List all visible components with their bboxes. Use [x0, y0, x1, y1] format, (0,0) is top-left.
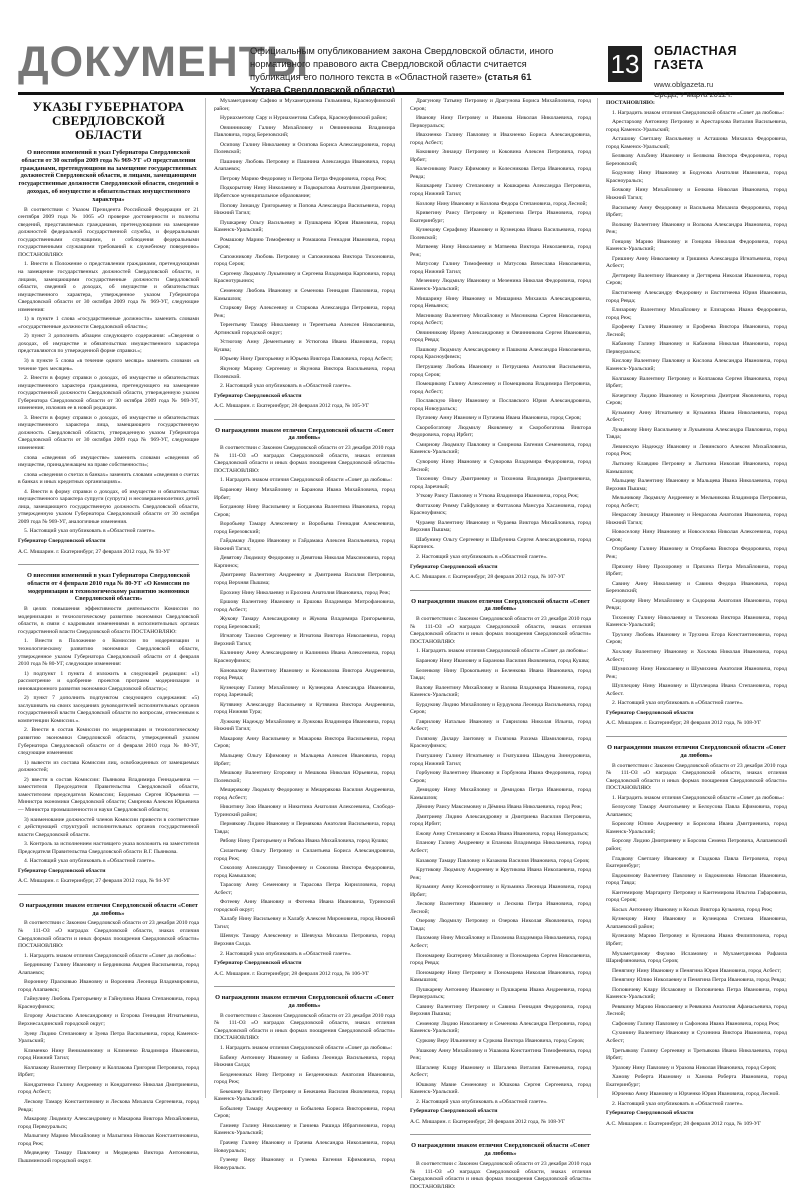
signatory-position: Губернатор Свердловской области	[606, 1110, 694, 1117]
paragraph: Савину Анну Николаевну и Савина Федора Ивановича, город Березовский;	[606, 580, 787, 595]
paragraph: Поповичеву Клару Исхаковну и Поповичева Петра Ивановича, город Каменск-Уральский;	[606, 986, 787, 1001]
paragraph: 2. Настоящий указ опубликовать в «Областной газете».	[416, 553, 548, 560]
paragraph: Никитину Зою Ивановну и Никитина Анатолия Алексеевича, Слободо-Туринский район;	[214, 804, 395, 818]
paragraph: Кошкареву Галину Степановну и Кошкарева Александра Петровича, город Нижний Тагил;	[410, 183, 591, 198]
paragraph: Тарасову Анну Семеновну и Тарасова Петра Кирилловича, город Асбест;	[214, 882, 395, 896]
paragraph: Пономареву Екатерину Михайловну и Пономарева Сергея Николаевича, город Ревда;	[410, 952, 591, 967]
paragraph: Юшкову Мавие Семеновну и Юшкова Сергея Сергеевича, город Каменск-Уральский.	[410, 1081, 591, 1096]
paragraph: Кузьмину Анну Игнатьевну и Кузьмина Ивана Николаевича, город Асбест;	[606, 409, 787, 424]
paragraph: Бекешеву Валентину Петровну и Бекешева Василия Яковлевича, город Каменск-Уральский;	[214, 1088, 395, 1103]
paragraph: Казакову Тамару Павловну и Казакова Василия Ивановича, город Серов;	[416, 857, 590, 864]
paragraph: Козлову Нину Ивановну и Козлова Федора Степановича, город Лесной;	[416, 200, 588, 207]
paragraph: Колпакову Валентину Петровну и Колпакова Сергея Ивановича, город Ирбит;	[606, 375, 787, 390]
paragraph: 2. Настоящий указ опубликовать в «Областной газете».	[612, 700, 744, 707]
paragraph: Попову Зинаиду Григорьевну и Попова Александра Васильевича, город Нижний Тагил;	[214, 202, 395, 217]
paragraph: Богданову Нину Васильевну и Богданова Валентина Ивановича, город Серов;	[214, 504, 395, 518]
paragraph: Ивахненко Галину Павловну и Ивахненко Бориса Александровича, город Асбест;	[410, 132, 591, 146]
paragraph: Гришину Анну Николаевну и Гришина Александра Игнатьевича, город Асбест;	[606, 255, 787, 270]
paragraph: Мельникову Людмилу Андреевну и Мельникова Владимира Петровича, город Асбест;	[606, 495, 787, 509]
paragraph: Старкову Веру Алексеевну и Старкова Александра Петровича, город Реж;	[214, 305, 395, 319]
paragraph: Дёмину Раису Максимовну и Дёмина Ивана Николаевича, город Реж;	[416, 804, 583, 811]
paragraph: Кабанову Галину Ивановну и Кабанова Николая Ивановича, город Первоуральск;	[606, 341, 787, 355]
paragraph: Лыткину Клавдию Петровну и Лыткина Николая Ивановича, город Камышлов;	[606, 460, 787, 475]
paragraph: Петрову Марию Федоровну и Петрова Петра Федоровича, город Реж;	[220, 175, 387, 182]
paragraph: Тихонову Ольгу Дмитриевну и Тихонова Владимира Дмитриевича, город Заречный;	[410, 476, 591, 490]
text-column-3	[410, 98, 591, 1190]
paragraph: Евдокимову Валентину Павловну и Евдокимова Николая Ивановича, город Тавда;	[606, 872, 787, 887]
paragraph: Кривегину Раису Петровну и Кривегина Петра Ивановича, город Екатеринбург;	[410, 210, 591, 224]
paragraph: Воронину Прасковью Ивановну и Воронина Леонида Владимировича, город Алапаевск;	[18, 979, 199, 993]
paragraph: Гайнулину Любовь Григорьевну и Гайнулина Ивана Степановича, город Красноуфимск;	[18, 996, 199, 1010]
paragraph: Бодунову Нину Ивановну и Бодунова Анатолия Ивановича, город Красноуральск;	[606, 170, 787, 184]
paragraph: Белякову Альбину Ивановну и Белякова Виктора Федоровича, город Березовский;	[606, 153, 787, 167]
paragraph: Помещикову Галину Алексеевну и Помещикова Владимира Петровича, город Асбест;	[410, 381, 591, 395]
paragraph: Колпакову Валентину Петровну и Колпакова Григория Петровича, город Ирбит;	[18, 1064, 199, 1079]
paragraph: Халабу Нину Васильевну и Халабу Алексея Мироновича, город Нижний Тагил;	[214, 916, 395, 930]
paragraph: Осипову Галину Николаевну и Осипова Бориса Александровича, город Полевской;	[214, 141, 395, 156]
paragraph: Трухину Любовь Ивановну и Трухина Егора Константиновича, город Серов;	[606, 631, 787, 646]
divider	[410, 590, 591, 591]
paragraph: Пряхину Нину Прохоровну и Пряхина Петра Михайловича, город Ирбит;	[606, 563, 787, 578]
decree-title: О награждении знаком отличия Свердловской области «Совет да любовь»	[411, 597, 590, 613]
paragraph: Клименко Нину Вениаминовну и Клименко Владимира Ивановича, город Нижний Тагил;	[18, 1047, 199, 1062]
paragraph: Ромашову Марию Тимофеевну и Ромашова Геннадия Ивановича, город Серов;	[214, 236, 395, 251]
paragraph: В соответствии с Законом Свердловской области от 23 декабря 2010 года № 111-ОЗ «О наградах Свердловской области, знаках отличия Свердловской области и иных формах поощрения Свердловской области» ПОСТАНОВЛЯЮ:	[410, 1161, 591, 1190]
paragraph: Ганиеву Галину Николаевну и Ганиева Рашида Ибрагимовича, город Каменск-Уральский;	[214, 1122, 395, 1137]
publication-notice	[250, 44, 562, 96]
paragraph: 3. Внести в форму справки о доходах, об имуществе и обязательствах имущественного характера лица, замещающего государственную должность Свердловской области, утвержденную указом Губернатора Свердловской области от 30 октября 2009 года № 969-УГ, следующие изменения:	[18, 414, 199, 451]
paragraph: Баранову Нину Ивановну и Баранова Василия Яковлевича, город Кушва;	[416, 657, 590, 664]
paragraph: Мальцеву Ольгу Ефимовну и Мальцева Алексея Ивановича, город Ирбит;	[214, 752, 395, 767]
paragraph: Безденежных Нину Петровну и Безденежных Анатолия Ивановича, город Реж;	[214, 1071, 395, 1086]
paragraph: Евстигнееву Александру Федоровну и Евстигнеева Юрия Ивановича, город Ревда;	[606, 290, 787, 304]
paragraph: Крутикову Людмилу Андреевну и Крутикова Ивана Николаевича, город Реж;	[410, 867, 591, 881]
paragraph: Жукову Тамару Александровну и Жукова Владимира Григорьевича, город Березовский;	[214, 616, 395, 630]
paragraph: Горбунову Валентину Ивановну и Горбунова Ивана Федоровича, город Серов;	[410, 770, 591, 784]
paragraph: Коковину Зинаиду Петровну и Коковина Алексея Петровича, город Ирбит;	[410, 149, 591, 163]
paragraph: Ханову Роберта Ивановну и Ханова Роберта Ивановича, город Екатеринбург;	[606, 1074, 787, 1088]
divider	[606, 736, 787, 737]
paragraph: Ушакову Анну Михайловну и Ушакова Константина Тимофеевича, город Реж;	[410, 1047, 591, 1062]
paragraph: Пенягину Юлию Николаевну и Пенягина Петра Ивановича, город Ревда;	[612, 977, 786, 984]
paragraph: Семенову Лидию Николаевну и Семенова Александра Петровича, город Каменск-Уральский;	[410, 1020, 591, 1035]
signatory-position: Губернатор Свердловской области	[18, 538, 106, 544]
paragraph: Озерову Людмилу Петровну и Озерова Николая Яковлевича, город Тавда;	[410, 918, 591, 932]
paragraph: Демидову Нину Михайловну и Демидова Петра Ивановича, город Камышлов;	[410, 787, 591, 801]
paragraph: Мясникову Валентину Михайловну и Мясникова Сергея Николаевича, город Асбест;	[410, 312, 591, 327]
paragraph: 2. Настоящий указ опубликовать в «Областной газете».	[220, 950, 352, 957]
paragraph: Пославскую Нину Ивановну и Пославского Юрия Александровича, город Новоуральск;	[410, 398, 591, 412]
signature-block: А.С. Мишарин. г. Екатеринбург, 28 февраля 2012 года, № 108-УГ	[410, 1118, 566, 1125]
paragraph: Иванову Нину Петровну и Иванова Николая Николаевича, город Первоуральск;	[410, 115, 591, 129]
signatory-position: Губернатор Свердловской области	[410, 1108, 498, 1115]
paragraph: Кутявину Александру Васильевну и Кутявина Виктора Андреевича, город Нижняя Тура;	[214, 701, 395, 716]
paragraph: Бурдукову Лидию Михайловну и Бурдукова Леонида Васильевича, город Серов;	[410, 701, 591, 716]
paragraph: Макарову Людмилу Александровну и Макарова Виктора Михайловича, город Первоуральск;	[18, 1116, 199, 1130]
paragraph: 3. Контроль за исполнением настоящего указа возложить на заместителя Председателя Правительства Свердловской области В.Г. Пьянкова.	[18, 841, 199, 855]
paragraph: 2. Настоящий указ опубликовать в «Областной газете».	[612, 1100, 744, 1107]
decree-title: О внесении изменений в указ Губернатора Свердловской области от 30 октября 2009 года № 969-УГ «О представлении гражданами, претендующими на замещение государственных должностей Свердловской области, и лицами, замещающими государственные должности Свердловской области, сведений о доходах, об имуществе и обязательствах имущественного характера»	[18, 149, 199, 203]
signature-block: А.С. Мишарин. г. Екатеринбург, 28 февраля 2012 года, № 105-УГ	[214, 403, 370, 410]
paragraph: слова «сведения об имуществе» заменить словами «сведения об имуществе, принадлежащем на праве собственности»;	[18, 454, 199, 469]
signatory-position: Губернатор Свердловской области	[410, 563, 498, 570]
signatory-position: Губернатор Свердловской области	[606, 709, 694, 716]
paragraph: Савину Валентину Петровну и Савина Геннадия Федоровича, город Верхняя Пышма;	[410, 1003, 591, 1018]
paragraph: Новоселову Нину Ивановну и Новоселова Николая Алексеевича, город Серов;	[606, 529, 787, 543]
paragraph: Соколову Александру Тимофеевну и Соколова Виктора Федоровича, город Камышлов;	[214, 865, 395, 879]
paragraph: Ежову Анну Степановну и Ежова Ивана Ивановича, город Новоуральск;	[416, 830, 589, 837]
signatory-position: Губернатор Свердловской области	[214, 960, 302, 967]
paragraph: 3) наименование должностей членов Комиссии привести в соответствие с действующей структурой исполнительных органов государственной власти Свердловской области.	[18, 816, 199, 838]
paragraph: Силантьеву Ольгу Петровну и Силантьева Бориса Александровича, город Реж;	[214, 847, 395, 862]
paragraph: Фаттахову Римму Гайфуловну и Фаттахова Мансура Хасановича, город Красноуфимск;	[410, 502, 591, 517]
paragraph: Бобылеву Тамару Андреевну и Бобылева Бориса Викторовича, город Серов;	[214, 1105, 395, 1120]
paragraph: Пенягину Нину Ивановну и Пенягина Юрия Ивановича, город Асбест;	[612, 967, 782, 974]
signatory-position: Губернатор Свердловской области	[214, 392, 302, 399]
publication-notice-bold: (статья 61 Устава Свердловской области)	[250, 71, 532, 95]
paragraph: Колесникову Раису Ефимовну и Колесникова Петра Ивановича, город Ревда;	[410, 166, 591, 180]
paragraph: Рябову Нину Григорьевну и Рябова Ивана Михайловича, город Кушва;	[220, 838, 389, 845]
paragraph: Петрушеву Любовь Ивановну и Петрушева Анатолия Васильевича, город Серов;	[410, 363, 591, 378]
paragraph: Мещерякову Людмилу Федоровну и Мещерякова Василия Андреевича, город Асбест;	[214, 787, 395, 801]
paragraph: Кислову Валентину Павловну и Кислова Александра Ивановича, город Каменск-Уральский;	[606, 358, 787, 372]
signatory-position: ПОСТАНОВЛЯЮ:	[606, 100, 655, 106]
paragraph: Скоробогатову Людмилу Яковлевну и Скоробогатова Виктора Федоровича, город Ирбит;	[410, 424, 591, 439]
signature-block: А.С. Мишарин. г. Екатеринбург, 28 февраля 2012 года, № 106-УГ	[214, 970, 370, 977]
paragraph: 2) ввести в состав Комиссии: Пьянкова Владимира Геннадьевича — заместителя Председателя Правительства Свердловской области, заместителем председателя Комиссии; Бидонько Сергея Юрьевича — Министра экономики Свердловской области; Смирнова Алексея Юрьевича — Министра промышленности и науки Свердловской области;	[18, 776, 199, 813]
paragraph: Оторбаеву Галину Ивановну и Оторбаева Виктора Федоровича, город Реж;	[606, 546, 787, 560]
paragraph: Гузееву Веру Ивановну и Гузеева Евгения Ефимовича, город Новоуральск.	[214, 1157, 395, 1171]
paragraph: Некрасову Зинаиду Ивановну и Некрасова Анатолия Ивановича, город Нижний Тагил;	[606, 512, 787, 526]
paragraph: В целях повышения эффективности деятельности Комиссии по модернизации и технологическому развитию экономики Свердловской области, в связи с кадровыми изменениями в исполнительных органах государственной власти Свердловской области ПОСТАНОВЛЯЮ:	[18, 606, 199, 635]
paragraph: Гайдамаку Лидию Ивановну и Гайдамака Алексея Васильевича, город Нижний Тагил;	[214, 538, 395, 552]
paragraph: В соответствии с Указом Президента Российской Федерации от 21 сентября 2009 года № 1065 «О проверке достоверности и полноты сведений, представляемых гражданами, претендующими на замещение должностей федеральной государственной службы, и федеральными государственными служащими, и соблюдения федеральными государственными служащими требований к служебному поведению» ПОСТАНОВЛЯЮ:	[18, 206, 199, 258]
paragraph: Дегтяреву Валентину Ивановну и Дегтярева Николая Ивановича, город Серов;	[606, 272, 787, 287]
signature-block: А.С. Мишарин. г. Екатеринбург, 28 февраля 2012 года, № 108-УГ	[606, 720, 762, 727]
signature-block: А.С. Мишарин. г. Екатеринбург, 27 февраля 2012 года, № 93-УГ	[18, 548, 171, 555]
paragraph: Семенову Любовь Ивановну и Семенова Геннадия Павловича, город Камышлов;	[214, 288, 395, 302]
paragraph: Белоусову Тамару Анатольевну и Белоусова Павла Ефимовича, город Алапаевск;	[606, 804, 787, 818]
paragraph: Васильеву Анну Федоровну и Васильева Михаила Федоровича, город Ирбит;	[606, 204, 787, 219]
signature-block: А.С. Мишарин. г. Екатеринбург, 28 февраля 2012 года, № 107-УГ	[410, 574, 566, 581]
paragraph: Ревякину Марию Николаевну и Ревякина Анатолия Афанасьевича, город Лесной;	[606, 1003, 787, 1018]
paragraph: Гилязову Дилару Заитовну и Гилязова Рахима Шамиловича, город Красноуфимск;	[410, 735, 591, 750]
section-title: ДОКУМЕНТЫ	[18, 38, 310, 86]
paragraph: Пушкареву Антонину Ивановну и Пушкарева Ивана Андреевича, город Первоуральск;	[410, 986, 591, 1001]
paragraph: Баранову Нину Михайловну и Баранова Ивана Михайловича, город Ирбит;	[214, 487, 395, 501]
paragraph: Суркову Веру Ильиничну и Суркова Виктора Ивановича, город Серов;	[416, 1038, 585, 1045]
paragraph: Шуплецову Нину Ивановну и Шуплецова Ивана Степановича, город Асбест.	[606, 683, 787, 697]
paragraph: Терентьеву Тамару Николаевну и Терентьева Алексея Николаевича, Артинский городской округ;	[214, 322, 395, 336]
paragraph: Бердникову Галину Ивановну и Бердникова Андрея Васильевича, город Алапаевск;	[18, 962, 199, 976]
paragraph: Епанову Галину Андреевну и Епанова Владимира Николаевича, город Асбест;	[410, 840, 591, 854]
paper-site-link[interactable]: www.oblgazeta.ru	[654, 80, 714, 89]
paragraph: Пашнину Любовь Петровну и Пашнина Александра Ивановича, город Алапаевск;	[214, 158, 395, 173]
paragraph: Шевчук Тамару Алексеевну и Шевчука Михаила Петровича, город Верхняя Салда.	[214, 933, 395, 947]
paragraph: Ершову Валентину Ивановну и Ершова Владимира Митрофановича, город Асбест;	[214, 599, 395, 613]
divider	[410, 1134, 591, 1135]
paragraph: Юрченко Анну Ивановну и Юрченко Юрия Ивановича, город Лесной.	[612, 1091, 780, 1098]
paragraph: Коновалову Валентину Ивановну и Коновалова Виктора Андреевича, город Ревда;	[214, 667, 395, 682]
paragraph: В соответствии с Законом Свердловской области от 23 декабря 2010 года № 111-ОЗ «О наградах Свердловской области, знаках отличия Свердловской области и иных формах поощрения Свердловской области» ПОСТАНОВЛЯЮ:	[214, 1012, 395, 1042]
signature-block: А.С. Мишарин. г. Екатеринбург, 28 февраля 2012 года, № 109-УГ	[606, 1120, 762, 1127]
text-column-4	[606, 98, 787, 1127]
paragraph: В соответствии с Законом Свердловской области от 23 декабря 2010 года № 111-ОЗ «О наградах Свердловской области, знаках отличия Свердловской области и иных формах поощрения Свердловской области» ПОСТАНОВЛЯЮ:	[606, 762, 787, 792]
decree-title: О награждении знаком отличия Свердловской области «Совет да любовь»	[215, 426, 394, 442]
paragraph: Кочергину Лидию Ивановну и Кочергина Дмитрия Яковлевича, город Серов;	[606, 392, 787, 407]
paragraph: Борисову Юлию Андреевну и Борисова Ивана Дмитриевича, город Каменск-Уральский;	[606, 821, 787, 835]
paragraph: Гладкову Светлану Ивановну и Гладкова Павла Петровича, город Екатеринбург;	[606, 855, 787, 870]
paragraph: 5. Настоящий указ опубликовать в «Областной газете».	[24, 528, 156, 535]
paragraph: Сидорову Нину Михайловну и Сидорова Анатолия Ивановича, город Ревда;	[606, 597, 787, 612]
decree-title: О награждении знаком отличия Свердловской области «Совет да любовь»	[411, 1142, 590, 1158]
paragraph: Ерохину Нину Николаевну и Ерохина Анатолия Ивановича, город Реж;	[220, 589, 391, 596]
paragraph: Сапожникову Любовь Петровну и Сапожникова Виктора Тихоновича, город Серов;	[214, 253, 395, 268]
paragraph: Шабунину Ольгу Сергеевну и Шабунина Сергея Александровича, город Карпинск.	[410, 536, 591, 551]
paragraph: Овчинникову Галину Михайловну и Овчинникова Владимира Павловича, город Березовский;	[214, 124, 395, 139]
divider	[18, 564, 199, 565]
paragraph: 2) пункт 7 дополнить подпунктом следующего содержания: «5) заслушивать на своих заседаниях руководителей исполнительных органов государственной власти Свердловской области по вопросам, отнесенным к компетенции Комиссии.».	[18, 695, 199, 724]
paragraph: 2. Настоящий указ опубликовать в «Областной газете».	[416, 1098, 548, 1105]
paragraph: Кондратенко Галину Андреевну и Кондратенко Николая Дмитриевича, город Асбест;	[18, 1081, 199, 1096]
paragraph: Юрьеву Нину Григорьевну и Юрьева Виктора Павловича, город Асбест;	[220, 356, 393, 363]
paragraph: Гнатушину Галину Игнатьевну и Гнатушина Шамдуна Зиннуровича, город Нижний Тагил;	[410, 752, 591, 767]
signatory-position: Губернатор Свердловской области	[18, 867, 106, 874]
paragraph: Чураеву Валентину Ивановну и Чураева Виктора Михайловича, город Верхняя Пышма;	[410, 519, 591, 534]
paragraph: Гаврилову Наталью Ивановну и Гаврилова Николая Ильича, город Асбест;	[410, 718, 591, 733]
text-column-2	[214, 98, 395, 1171]
paragraph: 1. Наградить знаком отличия Свердловской области «Совет да любовь»:	[416, 648, 589, 655]
paragraph: Смирнову Людмилу Павловну и Смирнова Евгения Семеновича, город Каменск-Уральский;	[410, 441, 591, 456]
paragraph: В соответствии с Законом Свердловской области от 23 декабря 2010 года № 111-ОЗ «О наградах Свердловской области, знаках отличия Свердловской области и иных формах поощрения Свердловской области» ПОСТАНОВЛЯЮ:	[214, 445, 395, 474]
paragraph: Бочкову Нину Михайловну и Бочкова Николая Ивановича, город Нижний Тагил;	[606, 187, 787, 202]
paragraph: 1. Наградить знаком отличия Свердловской области «Совет да любовь»:	[220, 477, 393, 484]
paragraph: Девятову Людмилу Федоровну и Девятова Николая Максимовича, город Карпинск;	[214, 555, 395, 569]
paragraph: Елизарову Валентину Михайловну и Елизарова Ивана Федоровича, город Реж;	[606, 307, 787, 321]
paragraph: Волкову Валентину Ивановну и Волкова Александра Ивановича, город Реж;	[606, 221, 787, 236]
paragraph: 2. Настоящий указ опубликовать в «Областной газете».	[220, 383, 352, 390]
paragraph: Макарову Анну Васильевну и Макарова Виктора Васильевича, город Серов;	[214, 735, 395, 750]
paragraph: Игнатову Таисию Сергеевну и Игнатова Виктора Николаевича, город Верхний Тагил;	[214, 633, 395, 647]
paragraph: Косых Антонину Ивановну и Косых Виктора Кузьмича, город Реж;	[612, 906, 773, 913]
paragraph: Пугачеву Анну Ивановну и Пугачева Ивана Ивановича, город Серов;	[416, 415, 582, 422]
paragraph: Ерофееву Галину Ивановну и Ерофеева Виктора Ивановича, город Лесной;	[606, 324, 787, 338]
paragraph: Матусову Галину Тимофеевну и Матусова Вячеслава Николаевича, город Нижний Тагил;	[410, 261, 591, 275]
paragraph: Валову Валентину Михайловну и Валова Владимира Ивановича, город Каменск-Уральский;	[410, 684, 591, 699]
paragraph: Кузнецову Галину Михайловну и Кузнецова Александра Ивановича, город Заречный;	[214, 684, 395, 699]
paragraph: 2. Внести в форму справки о доходах, об имуществе и обязательствах имущественного характера гражданина, претендующего на замещение государственной должности Свердловской области, утвержденную указом Губернатора Свердловской области от 30 октября 2009 года № 969-УГ, изменение, изложив ее в новой редакции.	[18, 375, 199, 412]
paragraph: Кузнецову Нину Ивановну и Кузнецова Степана Ивановича, Алапаевский район;	[606, 916, 787, 930]
paragraph: Шумихину Нину Николаевну и Шумихина Анатолия Ивановича, город Реж;	[606, 666, 787, 680]
paragraph: Медведеву Тамару Павловну и Медведева Виктора Антоновича, Пышминский городской округ.	[18, 1150, 199, 1164]
section-heading: УКАЗЫ ГУБЕРНАТОРА СВЕРДЛОВСКОЙ ОБЛАСТИ	[32, 99, 185, 142]
paragraph: Уткову Раису Павловну и Уткова Владимира Ивановича, город Реж;	[416, 493, 579, 500]
paragraph: Овчинникову Ирину Александровну и Овчинникова Сергея Ивановича, город Ревда;	[410, 329, 591, 344]
paragraph: Суворову Нину Ивановну и Суворова Владимира Федоровича, город Лесной;	[410, 458, 591, 473]
paragraph: Устюгову Анну Дементьевну и Устюгова Ивана Ивановича, город Кушва;	[214, 339, 395, 353]
paragraph: Нуриахметову Сару и Нуриахметова Сабира, Красноуфимский район;	[220, 115, 388, 122]
column-divider	[401, 98, 402, 1098]
paragraph: Гонцову Марию Ивановну и Гонцова Николая Федоровича, город Каменск-Уральский;	[606, 238, 787, 253]
publication-notice-text: Официальным опубликованием закона Свердловской области, иного нормативного правового акта Свердловской области считается публикация его полного текста в «Областной газете»	[250, 45, 554, 82]
paragraph: Фотееву Анну Ивановну и Фотеева Ивана Ивановича, Туринский городской округ;	[214, 899, 395, 913]
paragraph: Сергееву Людмилу Лукьяновну и Сергеева Владимира Карповича, город Краснотурьинск;	[214, 270, 395, 285]
paragraph: Сухинину Валентину Ивановну и Сухинина Виктора Ивановича, город Асбест;	[606, 1030, 787, 1045]
paper-name: ОБЛАСТНАЯ ГАЗЕТА	[654, 44, 737, 72]
paragraph: Кузьмину Анну Ксенофонтовну и Кузьмина Леонида Ивановича, город Ирбит;	[410, 884, 591, 898]
paragraph: Воробьеву Тамару Алексеевну и Воробьева Геннадия Алексеевича, город Березовский;	[214, 521, 395, 535]
paragraph: Левинскую Надежду Ивановну и Левинского Алексея Михайловича, город Реж;	[606, 443, 787, 458]
paragraph: Третьякову Галину Сергеевну и Третьякова Ивана Николаевича, город Ирбит;	[606, 1047, 787, 1062]
decree-title: О награждении знаком отличия Свердловской области «Совет да любовь»	[607, 743, 786, 759]
decree-title: О внесении изменений в указ Губернатора Свердловской области от 4 февраля 2010 года № 80-УГ «О Комиссии по модернизации и технологическому развитию экономики Свердловской области»	[26, 572, 191, 603]
paragraph: Пашкову Людмилу Александровну и Пашкова Александра Николаевича, город Красноуфимск;	[410, 346, 591, 361]
page-number: 13	[608, 46, 642, 82]
paragraph: Мухаметдинову Сафию и Мухаметдинова Гильмияна, Красноуфимский район;	[214, 98, 395, 112]
paragraph: Хохлову Валентину Ивановну и Хохлова Николая Ивановича, город Асбест;	[606, 649, 787, 663]
decree-title: О награждении знаком отличия Свердловской области «Совет да любовь»	[19, 901, 198, 917]
paragraph: 1) в пункте 1 слова «государственные должности» заменить словами «государственные должности Свердловской области»;	[18, 316, 199, 330]
column-divider	[205, 98, 206, 1098]
masthead	[18, 38, 784, 99]
paragraph: Лескову Валентину Ивановну и Лескова Петра Ивановича, город Лесной;	[410, 901, 591, 915]
paragraph: 1) вывести из состава Комиссии лиц, освобожденных от замещаемых должностей;	[18, 759, 199, 774]
column-divider	[597, 98, 598, 1098]
signature-block: А.С. Мишарин. г. Екатеринбург, 27 февраля 2012 года, № 94-УГ	[18, 878, 171, 885]
paragraph: Кузнецову Серафиму Ивановну и Кузнецова Ивана Васильевича, город Полевской;	[410, 227, 591, 241]
paragraph: Дмитриеву Лидию Александровну и Дмитриева Василия Петровича, город Ирбит;	[410, 813, 591, 828]
decree-title: О награждении знаком отличия Свердловской области «Совет да любовь»	[215, 994, 394, 1009]
paragraph: Дмитриеву Валентину Андреевну и Дмитриева Василия Петровича, город Верхняя Пышма;	[214, 572, 395, 587]
paragraph: Егорову Анастасию Александровну и Егорова Геннадия Игнатьевича, Верхнесалдинский городской округ;	[18, 1013, 199, 1028]
paragraph: 1. Наградить знаком отличия Свердловской области «Совет да любовь»:	[220, 1044, 393, 1051]
paragraph: 1. Наградить знаком отличия Свердловской области «Совет да любовь»:	[612, 794, 785, 801]
paragraph: В соответствии с Законом Свердловской области от 23 декабря 2010 года № 111-ОЗ «О наградах Свердловской области, знаках отличия Свердловской области и иных формах поощрения Свердловской области» ПОСТАНОВЛЯЮ:	[18, 920, 199, 950]
paragraph: Малыгину Марию Михайловну и Малыгина Николая Константиновича, город Реж;	[18, 1133, 199, 1147]
paragraph: 1. Внести в Положение о представлении гражданами, претендующими на замещение государственных должностей Свердловской области, и лицами, замещающими государственные должности Свердловской области, сведений о доходах, об имуществе и обязательствах имущественного характера, утвержденное указом Губернатора Свердловской области от 30 октября 2009 года № 969-УГ, следующие изменения:	[18, 261, 199, 313]
paragraph: Калинину Анну Александровну и Калинина Ивана Алексеевича, город Красноуфимск;	[214, 650, 395, 664]
paragraph: Шагалеву Клару Ивановну и Шагалева Виталия Евгеньевича, город Асбест;	[410, 1064, 591, 1079]
paragraph: Грачеву Галину Ивановну и Грачева Александра Николаевича, город Новоуральск;	[214, 1139, 395, 1154]
paragraph: Мальцеву Валентину Ивановну и Мальцева Ивана Николаевича, город Верхняя Пышма;	[606, 478, 787, 492]
paragraph: Драгунову Татьяну Петровну и Драгунова Бориса Михайловича, город Серов;	[410, 98, 591, 112]
paragraph: Лескову Тамару Константиновну и Лескова Михаила Сергеевича, город Ревда;	[18, 1098, 199, 1113]
paragraph: Якунову Марину Сергеевну и Якунова Виктора Васильевича, город Полевской.	[214, 365, 395, 380]
paper-info	[654, 44, 784, 99]
divider	[214, 419, 395, 420]
paragraph: Кулешову Марию Петровну и Кулешова Ивана Филипповича, город Ирбит;	[606, 933, 787, 947]
paragraph: 1) подпункт 1 пункта 4 изложить в следующей редакции: «1) рассмотрение и одобрение проектов программ модернизации и инновационного развития экономики Свердловской области;»;	[18, 670, 199, 692]
paragraph: Асташову Светлану Васильевну и Асташова Михаила Федоровича, город Каменск-Уральский;	[606, 136, 787, 150]
paragraph: Сафонову Галину Павловну и Сафонова Ивана Ивановича, город Реж;	[612, 1020, 780, 1027]
paragraph: Зуеву Лидию Степановну и Зуева Петра Васильевича, город Каменск-Уральский;	[18, 1030, 199, 1045]
paragraph: 2) пункт 3 дополнить абзацем следующего содержания: «Сведения о доходах, об имуществе и обязательствах имущественного характера представляются по утвержденной форме справки.»;	[18, 333, 199, 355]
paragraph: Пушкареву Ольгу Васильевну и Пушкарева Юрия Ивановича, город Каменск-Уральский;	[214, 219, 395, 234]
paragraph: Лужкову Надежду Михайловну и Лужкова Владимира Ивановича, город Нижний Тагил;	[214, 718, 395, 733]
paragraph: Матвееву Нину Николаевну и Матвеева Виктора Николаевича, город Реж;	[410, 244, 591, 258]
paragraph: Мешкову Валентину Егоровну и Мешкова Николая Юрьевича, город Полевской;	[214, 770, 395, 784]
paragraph: 3) в пункте 5 слова «в течение одного месяца» заменить словами «в течение трех месяцев».	[18, 357, 199, 372]
paragraph: Подкорытову Нину Николаевну и Подкорытова Анатолия Дмитриевича, Ирбитское муниципальное образование;	[214, 185, 395, 200]
paragraph: 1. Наградить знаком отличия Свердловской области «Совет да любовь»:	[24, 952, 197, 959]
paragraph: Бабину Антонину Ивановну и Бабина Леонида Васильевича, город Нижняя Салда;	[214, 1054, 395, 1069]
paragraph: Мезенину Людмилу Ивановну и Мезенина Николая Федоровича, город Каменск-Уральский;	[410, 278, 591, 293]
paragraph: Тихонову Галину Николаевну и Тихонова Виктора Ивановича, город Каменск-Уральский;	[606, 614, 787, 629]
paragraph: 1. Внести в Положение о Комиссии по модернизации и технологическому развитию экономики Свердловской области, утвержденное указом Губернатора Свердловской области от 4 февраля 2010 года № 80-УГ, следующие изменения:	[18, 638, 199, 668]
divider	[214, 986, 395, 987]
paragraph: Мухаметдинову Фаузию Исламовну и Мухаметдинова Рафаила Шарифзяновича, город Серов;	[606, 950, 787, 965]
paragraph: Лукьянову Нину Васильевну и Лукьянова Александра Павловича, город Тавда;	[606, 426, 787, 441]
paragraph: 1. Наградить знаком отличия Свердловской области «Совет да любовь»:	[612, 109, 785, 116]
text-column-1	[18, 98, 200, 1164]
paragraph: Пахомову Нину Михайловну и Пахомова Владимира Николаевича, город Асбест;	[410, 935, 591, 949]
paragraph: В соответствии с Законом Свердловской области от 23 декабря 2010 года № 111-ОЗ «О наградах Свердловской области, знаках отличия Свердловской области и иных формах поощрения Свердловской области» ПОСТАНОВЛЯЮ:	[410, 616, 591, 645]
paragraph: 2. Внести в состав Комиссии по модернизации и технологическому развитию экономики Свердловской области, утвержденный указом Губернатора Свердловской области от 4 февраля 2010 года № 80-УГ, следующие изменения:	[18, 727, 199, 757]
paragraph: Уразову Нину Павловну и Уразова Николая Ивановича, город Серов;	[612, 1064, 777, 1071]
divider	[18, 894, 199, 895]
paragraph: Мишарину Нину Ивановну и Мишарина Михаила Александровича, город Невьянск;	[410, 295, 591, 310]
paragraph: Беленкову Нину Прокопьевну и Беленкова Ивана Ивановича, город Тавда;	[410, 667, 591, 682]
paragraph: слова «сведения о счетах в банках» заменить словами «сведения о счетах в банках и иных кредитных организациях».	[18, 471, 200, 486]
paragraph: Кантемирову Маргариту Петровну и Кантемирова Ильгиза Гафаровича, город Серов;	[606, 889, 787, 904]
paragraph: Борсову Лидию Дмитриевну и Борсова Семена Петровича, Алапаевский район;	[606, 838, 787, 852]
paragraph: Арестархову Антонину Петровну и Арестархова Виталия Васильевича, город Каменск-Уральский;	[606, 119, 787, 133]
paragraph: Пермякову Лидию Ивановну и Пермякова Анатолия Васильевича, город Тавда;	[214, 821, 395, 835]
paragraph: 4. Внести в форму справки о доходах, об имуществе и обязательствах имущественного характера супруги (супруга) и несовершеннолетних детей лица, замещающего государственную должность Свердловской области, утвержденную указом Губернатора Свердловской области от 30 октября 2009 года № 969-УГ, аналогичные изменения.	[18, 488, 199, 525]
paragraph: 4. Настоящий указ опубликовать в «Областной газете».	[24, 858, 156, 865]
paragraph: Пономареву Нину Петровну и Пономарева Николая Ивановича, город Камышлов;	[410, 969, 591, 984]
paper-date: Среда, 7 марта 2012 г.	[654, 90, 733, 99]
